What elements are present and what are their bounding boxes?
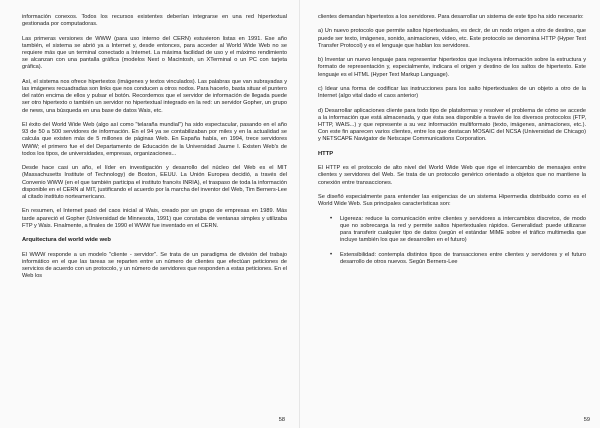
section-heading: HTTP xyxy=(318,150,334,157)
bullet-item: • Ligereza: reduce la comunicación entre clientes y servidores a intercambios discretos, de modo que no sobrecarga la red y permite saltos hipertextuales rápidos. Generalidad: puede utilizarse para transferir cualquier tipo de datos (según el estándar MIME sobre el tráfico multimedia que incluye también los que se desarrollen en el futuro) xyxy=(340,216,586,245)
list-point: d) Desarrollar aplicaciones cliente para todo tipo de plataformas y resolver el problema de cómo se accede a la información que está almacenada, y que ésta sea disponible a través de los diversos protocolos (FTP, HTTP, WAIS...) y que represente a su vez información multiformato (texto, imágenes, animaciones, etc.). Con este fin aparecen varios clientes, entre los que destacan MOSAIC del NCSA (Universidad de Chicago) y NETSCAPE Navigator de Netscape Communications Corporation. xyxy=(318,107,586,143)
paragraph: información conexos. Todos los recursos existentes deberían integrarse en una red hipertextual gestionada por computadoras. xyxy=(22,14,287,28)
paragraph: Se diseñó especialmente para entender las exigencias de un sistema Hipermedia distribuido como es el World Wide Web. Sus principales características son: xyxy=(318,193,586,208)
paragraph: El éxito del World Wide Web (algo así como "telaraña mundial") ha sido espectacular, pasando en el año 93 de 50 a 500 servidores de información. En el 94 ya se contabilizaban por miles y en la actualidad se calcula que existen más de 5 millones de páginas Web. En España había, en 1994, trece servidores WWW; el primero fue el del Departamento de Educación de la Universidad Jaume I. Existen Web's de todos los tipos, de universidades, empresas, organizaciones... xyxy=(22,122,287,157)
paragraph: Las primeras versiones de WWW (para uso interno del CERN) estuvieron listas en 1991. Ese año también, el sistema se abrió ya a Internet y, desde entonces, para acceder al World Wide Web no se requiere más que un terminal conectado a Internet. La máxima facilidad de uso y el máximo rendimiento se alcanzan con una pantalla gráfica (modelos Next o Macintosh, un XTerminal o un PC con tarjeta gráfica). xyxy=(22,35,287,71)
section-heading: Arquitectura del world wide web xyxy=(22,237,111,244)
paragraph: Desde hace casi un año, el líder en investigación y desarrollo del núcleo del Web es el MIT (Massachusetts Institute of Technology) de Boston, EEUU. La Unión Europea decidió, a través del Convenio WWW (en el que también participa el instituto francés INRIA), el traspaso de toda la información disponible en el CERN al MIT, justificando el acuerdo por la marcha del inventor del Web, Tim Berners-Lee al citado instituto norteamericano. xyxy=(22,165,287,201)
paragraph: clientes demandan hipertextos a los servidores. Para desarrollar un sistema de este tipo ha sido necesario: xyxy=(318,14,584,20)
paragraph: Así, el sistema nos ofrece hipertextos (imágenes y textos vinculados). Las palabras que van subrayadas y las imágenes recuadradas son links que nos conducen a otros nodos. Para hacerlo, basta situar el puntero del ratón encima de ellos y pulsar el botón. Recordemos que el servidor de información de llegada puede ser otro hipertexto o también un servidor no hipertextual integrado en la red: un servidor Gopher, un grupo de news, una búsqueda en una base de datos Wais, etc. xyxy=(22,78,287,114)
list-point: b) Inventar un nuevo lenguaje para representar hipertextos que incluyera información sobre la estructura y formato de representación y, especialmente, indicara el origen y destino de los saltos de hipertexto. Este lenguaje es el HTML (Hyper Text Markup Language). xyxy=(318,57,586,78)
page-number: 58 xyxy=(278,416,285,423)
bullet-list xyxy=(318,216,586,266)
page-number: 59 xyxy=(583,416,590,423)
list-point: a) Un nuevo protocolo que permite saltos hipertextuales, es decir, de un nodo origen a otro de destino, que puede ser texto, imágenes, sonido, animaciones, vídeo, etc. Este protocolo se denomina HTTP (Hyper Text Transfer Protocol) y es el lenguaje que hablan los servidores. xyxy=(318,28,586,49)
list-point: c) Idear una forma de codificar las instrucciones para los salto hipertextuales de un objeto a otro de la Internet (algo vital dado el caos anterior) xyxy=(318,85,586,100)
paragraph: El HTTP es el protocolo de alto nivel del World Wide Web que rige el intercambio de mensajes entre clientes y servidores del Web. Se trata de un protocolo genérico orientado a objetos que no mantiene la conexión entre transacciones. xyxy=(318,165,586,186)
bullet-item: • Extensibilidad: contempla distintos tipos de transacciones entre clientes y servidores y el futuro desarrollo de otros nuevos. Según Berners-Lee xyxy=(340,252,586,266)
paragraph: El WWW responde a un modelo "cliente - servidor". Se trata de un paradigma de división del trabajo informático en el que las tareas se reparten entre un número de clientes que efectúan peticiones de servicios de acuerdo con un protocolo, y un número de servidores que responden a estas peticiones. En el Web los xyxy=(22,251,287,280)
right-page xyxy=(300,0,600,428)
paragraph: En resumen, el Internet pasó del caos inicial al Wais, creado por un grupo de empresas en 1989. Más tarde apareció el Gopher (Universidad de Minnesota, 1991) que constaba de ventanas simples y utilizaba FTP y Wais. Finalmente, a finales de 1990 el WWW fue inventado en el CERN. xyxy=(22,208,287,229)
